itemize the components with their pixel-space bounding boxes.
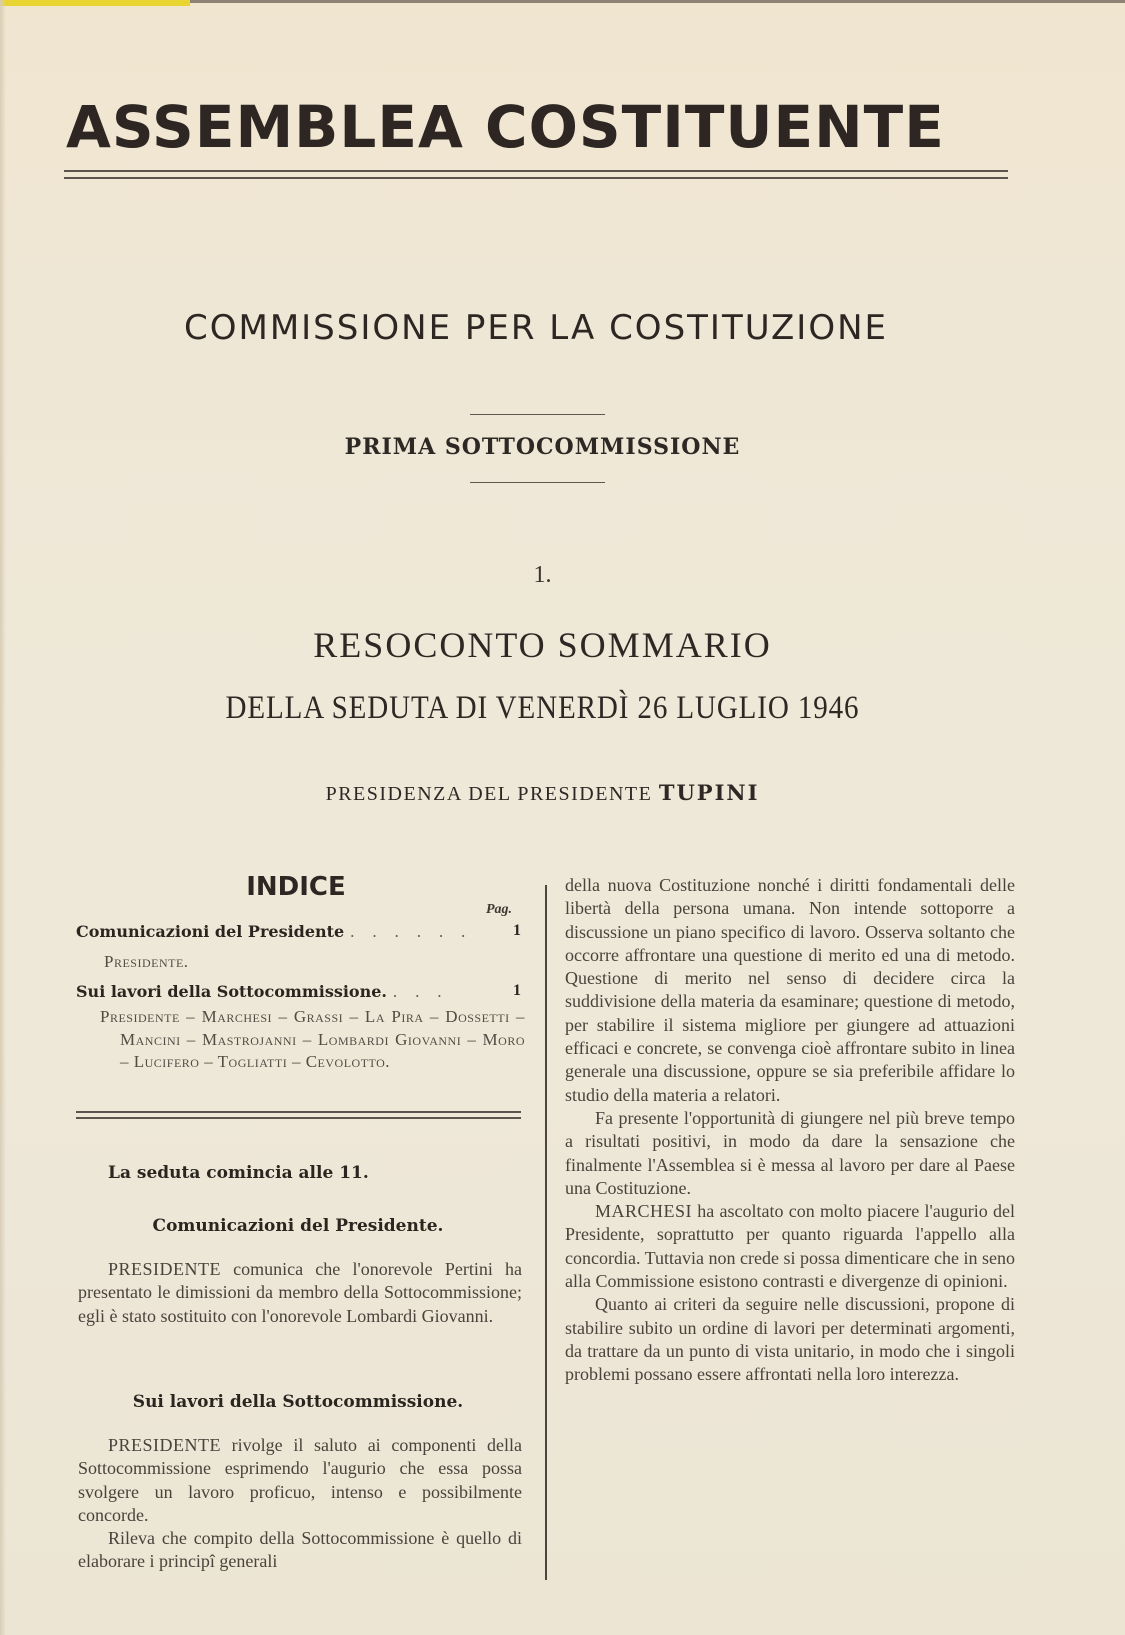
paragraph-text: Quanto ai criteri da seguire nelle discussioni, propone di stabilire subito un ordine di lavori per determinati argomenti, da trattare da un punto di vista unitario, in modo che i singoli problemi possano essere affrontati nella loro interezza. (565, 1294, 1015, 1385)
paragraph-text: ha ascoltato con molto piacere l'augurio del Presidente, soprattutto per quanto riguarda l'appello alla concordia. Tuttavia non crede si possa dimenticare che in seno alla Commissione esistono contrasti e divergenze di opinioni. (565, 1201, 1015, 1292)
section-body (78, 1258, 522, 1328)
page-column-label: Pag. (486, 902, 513, 917)
column-divider (545, 885, 547, 1580)
index-entry[interactable] (76, 982, 521, 1001)
speaker-name: MARCHESI (595, 1201, 693, 1222)
yellow-tab-strip (0, 0, 190, 6)
page-left-edge (0, 0, 6, 1635)
assembly-title: ASSEMBLEA COSTITUENTE (66, 93, 945, 161)
index-entry-page: 1 (513, 922, 521, 939)
paragraph (565, 1107, 1015, 1200)
index-entry-speakers: Presidente – Marchesi – Grassi – La Pira – Dossetti – Mancini – Mastrojanni – Lombardi Giovanni – Moro – Lucifero – Togliatti – Cevolotto. (100, 1007, 525, 1071)
commission-title: COMMISSIONE PER LA COSTITUZIONE (183, 308, 888, 348)
leader-dots: . . . . . . (349, 922, 472, 941)
paragraph (78, 1434, 522, 1527)
president-name: TUPINI (658, 780, 760, 805)
index-entry-page: 1 (513, 982, 521, 999)
paragraph-text: Fa presente l'opportunità di giungere nel più breve tempo a risultati positivi, in modo da dare la sensazione che finalmente l'Assemblea si è messa al lavoro per dare al Paese una Costituzione. (565, 1107, 1015, 1198)
leader-dots: . . . (392, 982, 448, 1001)
paragraph (565, 1293, 1015, 1386)
right-column-body (565, 874, 1015, 1387)
paragraph-text: Rileva che compito della Sottocommissione è quello di elaborare i principî generali (78, 1528, 522, 1572)
paragraph (565, 1200, 1015, 1293)
subcommission-rule-top (470, 414, 605, 415)
index-entry[interactable] (76, 922, 521, 941)
session-opening: La seduta comincia alle 11. (108, 1163, 369, 1183)
paragraph-text: comunica che l'onorevole Pertini ha presentato le dimissioni da membro della Sottocommissione; egli è stato sostituito con l'onorevole Lombardi Giovanni. (78, 1259, 522, 1326)
index-rule-bottom (76, 1117, 521, 1119)
index-entry-speakers: Presidente. (104, 952, 189, 971)
speaker-name: PRESIDENTE (108, 1435, 221, 1455)
subcommission-title: PRIMA SOTTOCOMMISSIONE (344, 434, 741, 460)
section-body (78, 1434, 522, 1574)
section-heading: Sui lavori della Sottocommissione. (132, 1392, 464, 1412)
paragraph-text: rivolge il saluto ai componenti della Sottocommissione esprimendo l'augurio che essa possa svolgere un lavoro proficuo, intenso e possibilmente concorde. (78, 1435, 522, 1525)
title-rule-top (64, 170, 1008, 172)
paragraph-text: della nuova Costituzione nonché i diritti fondamentali delle libertà della persona umana. Non intende sottoporre a discussione un piano specifico di lavoro. Osserva soltanto che occorre affrontare una questione di merito ed una di metodo. Questione di merito nel senso di decidere circa la suddivisione della materia da esaminare; questione di metodo, per stabilire il sistema migliore per giungere ad attuazioni efficaci e concrete, se convenga cioè affrontare subito in linea generale una discussione, oppure se sia preferibile affidare lo studio della materia a relatori. (565, 875, 1015, 1105)
paragraph (78, 1527, 522, 1574)
index-entry-title: Sui lavori della Sottocommissione. (76, 982, 387, 1001)
speaker-name: PRESIDENTE (108, 1259, 221, 1279)
title-rule-bottom (64, 177, 1008, 179)
paragraph (78, 1258, 522, 1328)
presidency-prefix: PRESIDENZA DEL PRESIDENTE (325, 783, 653, 805)
report-number: 1. (533, 562, 552, 588)
index-title: INDICE (246, 872, 346, 902)
index-rule-top (76, 1111, 521, 1113)
page-top-edge (190, 0, 1125, 3)
report-title: RESOCONTO SOMMARIO (313, 625, 772, 665)
session-date: DELLA SEDUTA DI VENERDÌ 26 LUGLIO 1946 (225, 690, 860, 726)
presidency-line (0, 780, 1085, 806)
subcommission-rule-bottom (470, 482, 605, 483)
paragraph (565, 874, 1015, 1107)
index-entry-title: Comunicazioni del Presidente (76, 922, 345, 941)
section-heading: Comunicazioni del Presidente. (152, 1216, 444, 1236)
